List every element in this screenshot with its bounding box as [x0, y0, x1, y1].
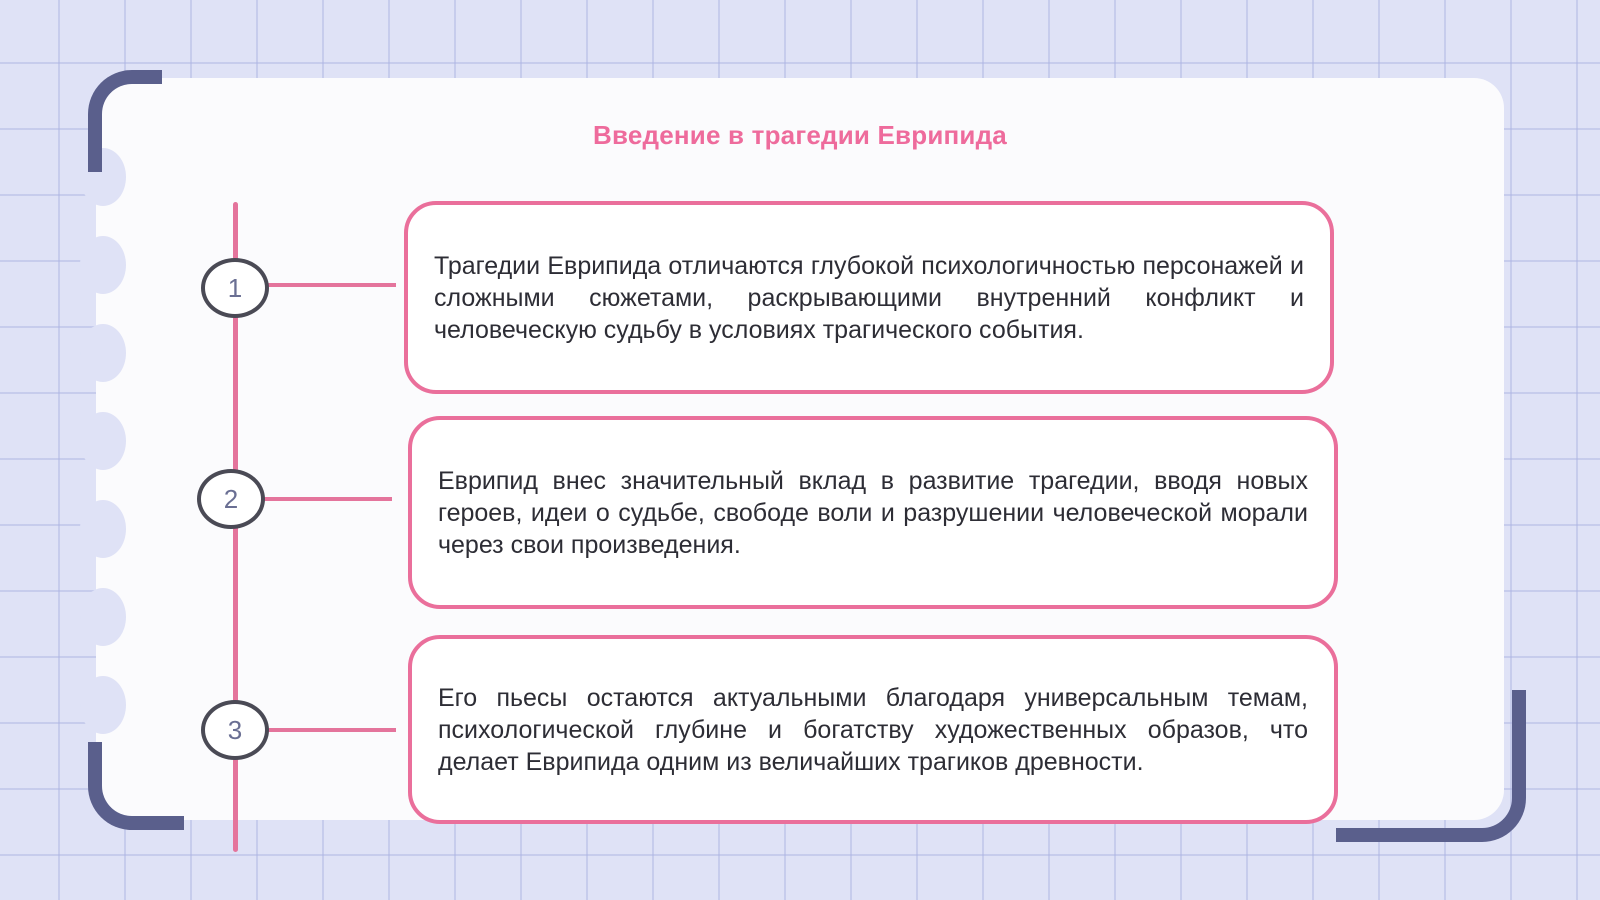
- card-edge-notch: [80, 588, 126, 646]
- corner-bracket-bottom-left: [88, 742, 184, 830]
- step-box-2: [408, 416, 1338, 609]
- timeline-connector: [262, 728, 396, 732]
- card-edge-notch: [80, 676, 126, 734]
- step-number-3: 3: [201, 700, 269, 760]
- corner-bracket-bottom-right: [1336, 690, 1526, 842]
- timeline-connector: [258, 497, 392, 501]
- step-text-1: Трагедии Еврипида отличаются глубокой психологичностью персонажей и сложными сюжетами, раскрывающими внутренний конфликт и человеческую судьбу в условиях трагического события.: [434, 251, 1304, 344]
- step-number-1: 1: [201, 258, 269, 318]
- card-edge-notch: [80, 500, 126, 558]
- step-text-2: Еврипид внес значительный вклад в развитие трагедии, вводя новых героев, идеи о судьбе, свободе воли и разрушении человеческой морали через свои произведения.: [438, 466, 1308, 559]
- card-edge-notch: [80, 324, 126, 382]
- card-edge-notch: [80, 236, 126, 294]
- step-box-1: [404, 201, 1334, 394]
- step-number-2: 2: [197, 469, 265, 529]
- step-box-3: [408, 635, 1338, 824]
- slide-title: Введение в трагедии Еврипида: [593, 120, 1007, 150]
- timeline-connector: [262, 283, 396, 287]
- card-edge-notch: [80, 412, 126, 470]
- step-text-3: Его пьесы остаются актуальными благодаря универсальным темам, психологической глубине и богатству художественных образов, что делает Еврипида одним из величайших трагиков древности.: [438, 683, 1308, 776]
